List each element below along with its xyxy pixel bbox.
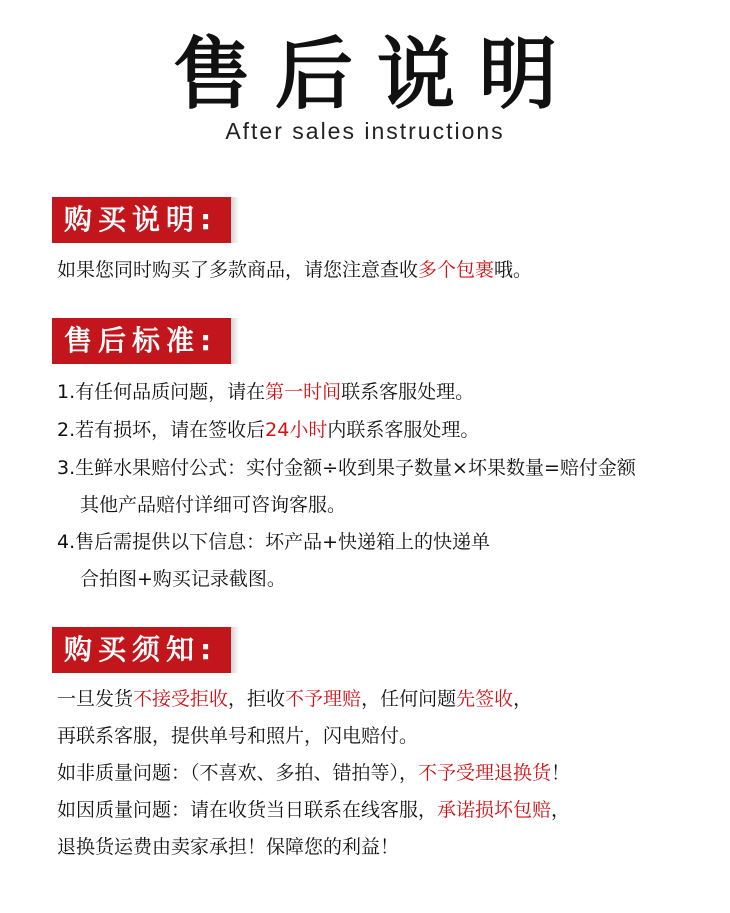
highlight-first-time: 第一时间	[265, 381, 342, 403]
after-sales-standard-heading: 售后标准:	[52, 318, 231, 364]
standard-item-4: 4.售后需提供以下信息：坏产品+快递箱上的快递单	[57, 531, 491, 553]
page-title: 售后说明	[172, 30, 581, 120]
highlight-no-compensation: 不予理赔	[285, 688, 362, 710]
notice-line-5: 退换货运费由卖家承担！保障您的利益！	[57, 836, 400, 858]
highlight-no-return-exchange: 不予受理退换货	[418, 762, 552, 784]
notice-line-3: 如非质量问题：（不喜欢、多拍、错拍等），不予受理退换货！	[57, 762, 571, 784]
page-subtitle: After sales instructions	[225, 118, 505, 144]
highlight-no-rejection: 不接受拒收	[133, 688, 229, 710]
purchase-notice-heading: 购买须知:	[52, 627, 231, 673]
notice-line-1: 一旦发货不接受拒收，拒收不予理赔，任何问题先签收，	[57, 688, 533, 710]
purchase-instructions-line-1: 如果您同时购买了多款商品，请您注意查收多个包裹哦。	[57, 259, 533, 281]
standard-item-2: 2.若有损坏，请在签收后24小时内联系客服处理。	[57, 419, 480, 441]
purchase-instructions-heading: 购买说明:	[52, 197, 231, 243]
standard-item-4-continued: 合拍图+购买记录截图。	[80, 568, 286, 590]
highlight-multiple-packages: 多个包裹	[418, 259, 495, 281]
standard-item-3-continued: 其他产品赔付详细可咨询客服。	[80, 494, 347, 516]
standard-item-1: 1.有任何品质问题，请在第一时间联系客服处理。	[57, 381, 475, 403]
highlight-sign-first: 先签收	[456, 688, 514, 710]
highlight-24-hours: 24小时	[265, 419, 328, 441]
notice-line-2: 再联系客服，提供单号和照片，闪电赔付。	[57, 725, 419, 747]
notice-line-4: 如因质量问题：请在收货当日联系在线客服，承诺损坏包赔，	[57, 799, 571, 821]
highlight-damage-guarantee: 承诺损坏包赔	[437, 799, 552, 821]
standard-item-3: 3.生鲜水果赔付公式：实付金额÷收到果子数量×坏果数量=赔付金额	[57, 457, 636, 479]
